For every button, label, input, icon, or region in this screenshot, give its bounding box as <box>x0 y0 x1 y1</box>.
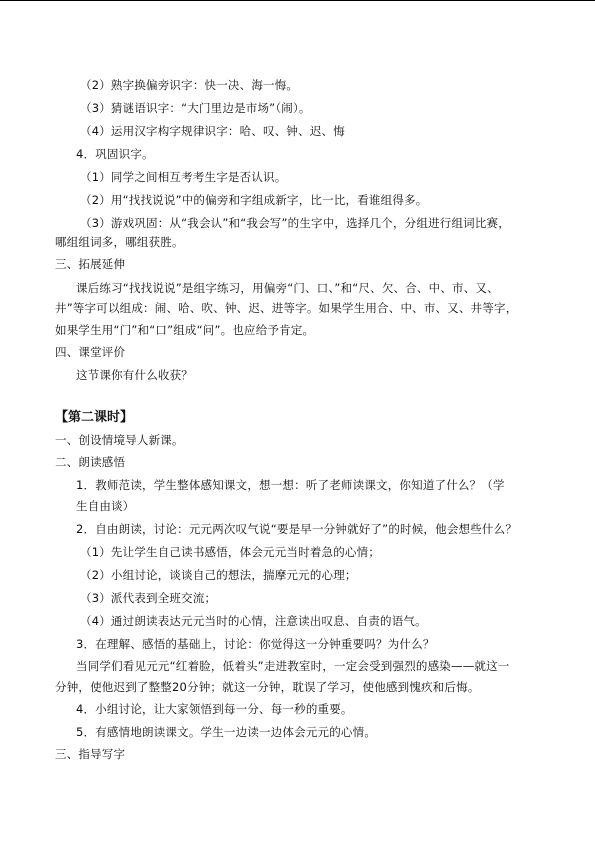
text-line: 井”等字可以组成：闹、哈、吹、钟、迟、进等字。如果学生用合、中、市、又、井等字， <box>55 301 518 315</box>
text-line: 分钟，使他迟到了整整20分钟；就这一分钟，耽误了学习，使他感到愧疚和后悔。 <box>55 680 480 694</box>
text-line: （4）通过朗读表达元元当时的心情，注意读出叹息、自责的语气。 <box>80 614 427 628</box>
text-line: 哪组组词多，哪组获胜。 <box>55 235 184 249</box>
section-heading: 四、课堂评价 <box>55 345 126 359</box>
text-line: 这节课你有什么收获？ <box>76 368 193 382</box>
section-heading: 三、拓展延伸 <box>55 257 126 271</box>
text-line: 当同学们看见元元“红着脸，低着头”走进教室时，一定会受到强烈的感染——就这一 <box>76 659 510 673</box>
text-line: 课后练习“找找说说”是组字练习，用偏旁“门、口、”和“尺、欠、合、中、市、又、 <box>76 281 499 295</box>
text-line: 1．教师范读，学生整体感知课文，想一想：听了老师读课文，你知道了什么？（学 <box>76 478 505 492</box>
section-heading: 一、创设情境导人新课。 <box>55 433 184 447</box>
text-line: （2）熟字换偏旁识字：快一决、海一悔。 <box>80 78 299 92</box>
text-line: （1）先让学生自己读书感悟，体会元元当时着急的心情； <box>80 545 381 559</box>
text-line: 3．在理解、感悟的基础上，讨论：你觉得这一分钟重要吗？为什么？ <box>76 637 435 651</box>
text-line: 2．自由朗读，讨论：元元两次叹气说“要是早一分钟就好了”的时候，他会想些什么？ <box>76 522 518 536</box>
text-line: 如果学生用“门”和“口”组成“问”。也应给予肯定。 <box>55 323 315 337</box>
text-line: （4）运用汉字构字规律识字：哈、叹、钟、迟、悔 <box>80 124 345 138</box>
text-line: 5．有感情地朗读课文。学生一边读一边体会元元的心情。 <box>76 725 377 739</box>
text-line: 生自由谈） <box>76 499 135 513</box>
text-line: （3）游戏巩固：从“我会认”和“我会写”的生字中，选择几个，分组进行组词比赛， <box>80 216 510 230</box>
text-line: （3）猜谜语识字：“大门里边是市场”（闹）。 <box>80 101 311 115</box>
text-line: （2）用“找找说说”中的偏旁和字组成新字，比一比，看谁组得多。 <box>80 193 428 207</box>
section-heading: 三、指导写字 <box>55 747 126 761</box>
text-line: 4．小组讨论，让大家领悟到每一分、每一秒的重要。 <box>76 702 353 716</box>
section-heading: 二、朗读感悟 <box>55 455 126 469</box>
text-line: （1）同学之间相互考考生字是否认识。 <box>80 170 287 184</box>
text-line: 4．巩固识字。 <box>76 147 154 161</box>
text-line: （3）派代表到全班交流； <box>80 591 217 605</box>
text-line: （2）小组讨论，谈谈自己的想法，揣摩元元的心理； <box>80 568 357 582</box>
lesson-section-title: 【第二课时】 <box>55 410 134 425</box>
